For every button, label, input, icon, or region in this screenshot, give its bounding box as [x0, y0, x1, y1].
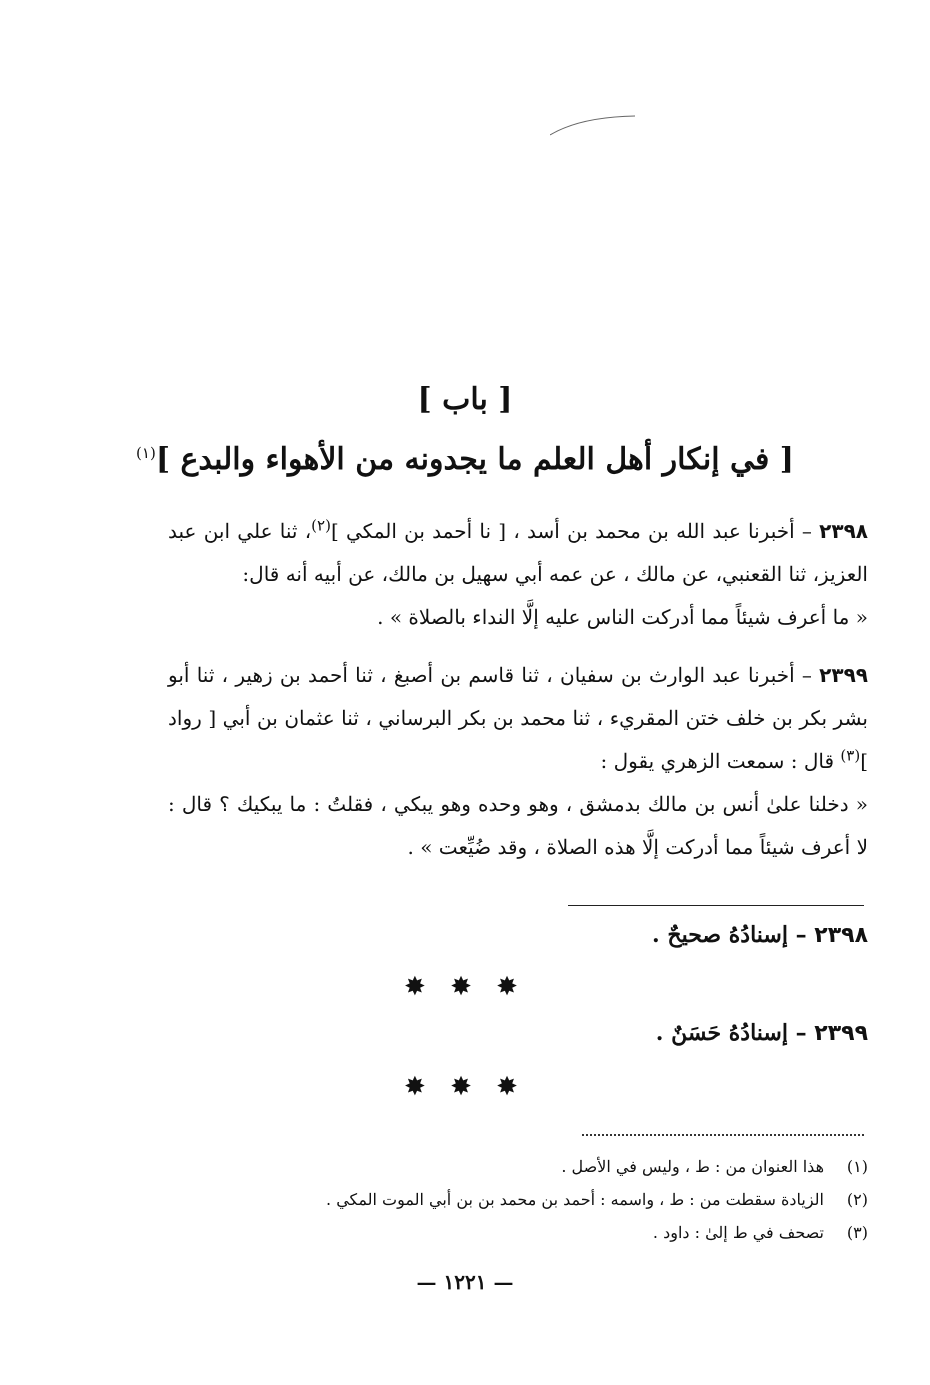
hadith-number: ٢٣٩٨: [819, 519, 868, 543]
footnote-text: تصحف في ط إلىٰ : داود .: [652, 1223, 824, 1242]
commentary-2399: [656, 1020, 868, 1046]
hadith-text: – أخبرنا عبد الوارث بن سفيان ، ثنا قاسم بن أصبغ ، ثنا أحمد بن زهير ، ثنا أبو بشر بكر بن خلف ختن المقريء ، ثنا محمد بن بكر البرساني ، ثنا عثمان بن أبي [ رواد ]: [168, 663, 868, 773]
footnote-item: [168, 1183, 868, 1216]
hadith-text-cont: ، ثنا علي ابن عبد العزيز، ثنا القعنبي، عن مالك ، عن عمه أبي سهيل بن مالك، عن أبيه أنه قال:: [168, 519, 868, 586]
hadith-isnad: [168, 654, 868, 783]
commentary-2398: [652, 922, 868, 948]
chapter-title-text: [ في إنكار أهل العلم ما يجدونه من الأهواء والبدع ]: [155, 442, 794, 477]
hadith-quote: « ما أعرف شيئاً مما أدركت الناس عليه إلَّا النداء بالصلاة » .: [377, 605, 868, 629]
footnote-number: (٢): [846, 1190, 868, 1209]
hadith-2398: [168, 510, 868, 639]
page-number: — ١٢٢١ —: [416, 1270, 514, 1294]
footnote-item: [168, 1216, 868, 1249]
footnote-number: (١): [846, 1157, 868, 1176]
commentary-divider: [568, 905, 864, 906]
commentary-number: ٢٣٩٨: [814, 923, 868, 948]
commentary-grade: – إسنادُهُ صحيحٌ .: [652, 922, 815, 948]
hadith-2399: [168, 654, 868, 869]
section-separator: ✸ ✸ ✸: [404, 972, 526, 1002]
section-separator: ✸ ✸ ✸: [404, 1072, 526, 1102]
footnote-ref-1: (١): [136, 444, 156, 462]
footnotes: [168, 1150, 868, 1249]
commentary-grade: – إسنادُهُ حَسَنٌ .: [655, 1020, 815, 1046]
footnote-divider: [582, 1134, 864, 1136]
commentary-number: ٢٣٩٩: [814, 1021, 868, 1046]
hadith-text: – أخبرنا عبد الله بن محمد بن أسد ، [ نا أحمد بن المكي ]: [330, 519, 820, 543]
hadith-number: ٢٣٩٩: [819, 663, 868, 687]
footnote-text: الزيادة سقطت من : ط ، واسمه : أحمد بن محمد بن بن أبي الموت المكي .: [326, 1190, 824, 1209]
footnote-ref-2: (٢): [311, 516, 331, 535]
footnote-number: (٣): [846, 1223, 868, 1242]
hadith-isnad: [168, 510, 868, 596]
chapter-label: [ باب ]: [417, 382, 513, 417]
chapter-title: [0, 442, 930, 477]
hadith-quote: « دخلنا علىٰ أنس بن مالك بدمشق ، وهو وحده وهو يبكي ، فقلتُ : ما يبكيك ؟ قال : لا أعرف شيئاً مما أدركت إلَّا هذه الصلاة ، وقد ضُيِّعت » .: [168, 792, 868, 859]
footnote-text: هذا العنوان من : ط ، وليس في الأصل .: [561, 1157, 824, 1176]
footnote-item: [168, 1150, 868, 1183]
hadith-text-cont: قال : سمعت الزهري يقول :: [600, 749, 841, 773]
footnote-ref-3: (٣): [840, 746, 861, 765]
